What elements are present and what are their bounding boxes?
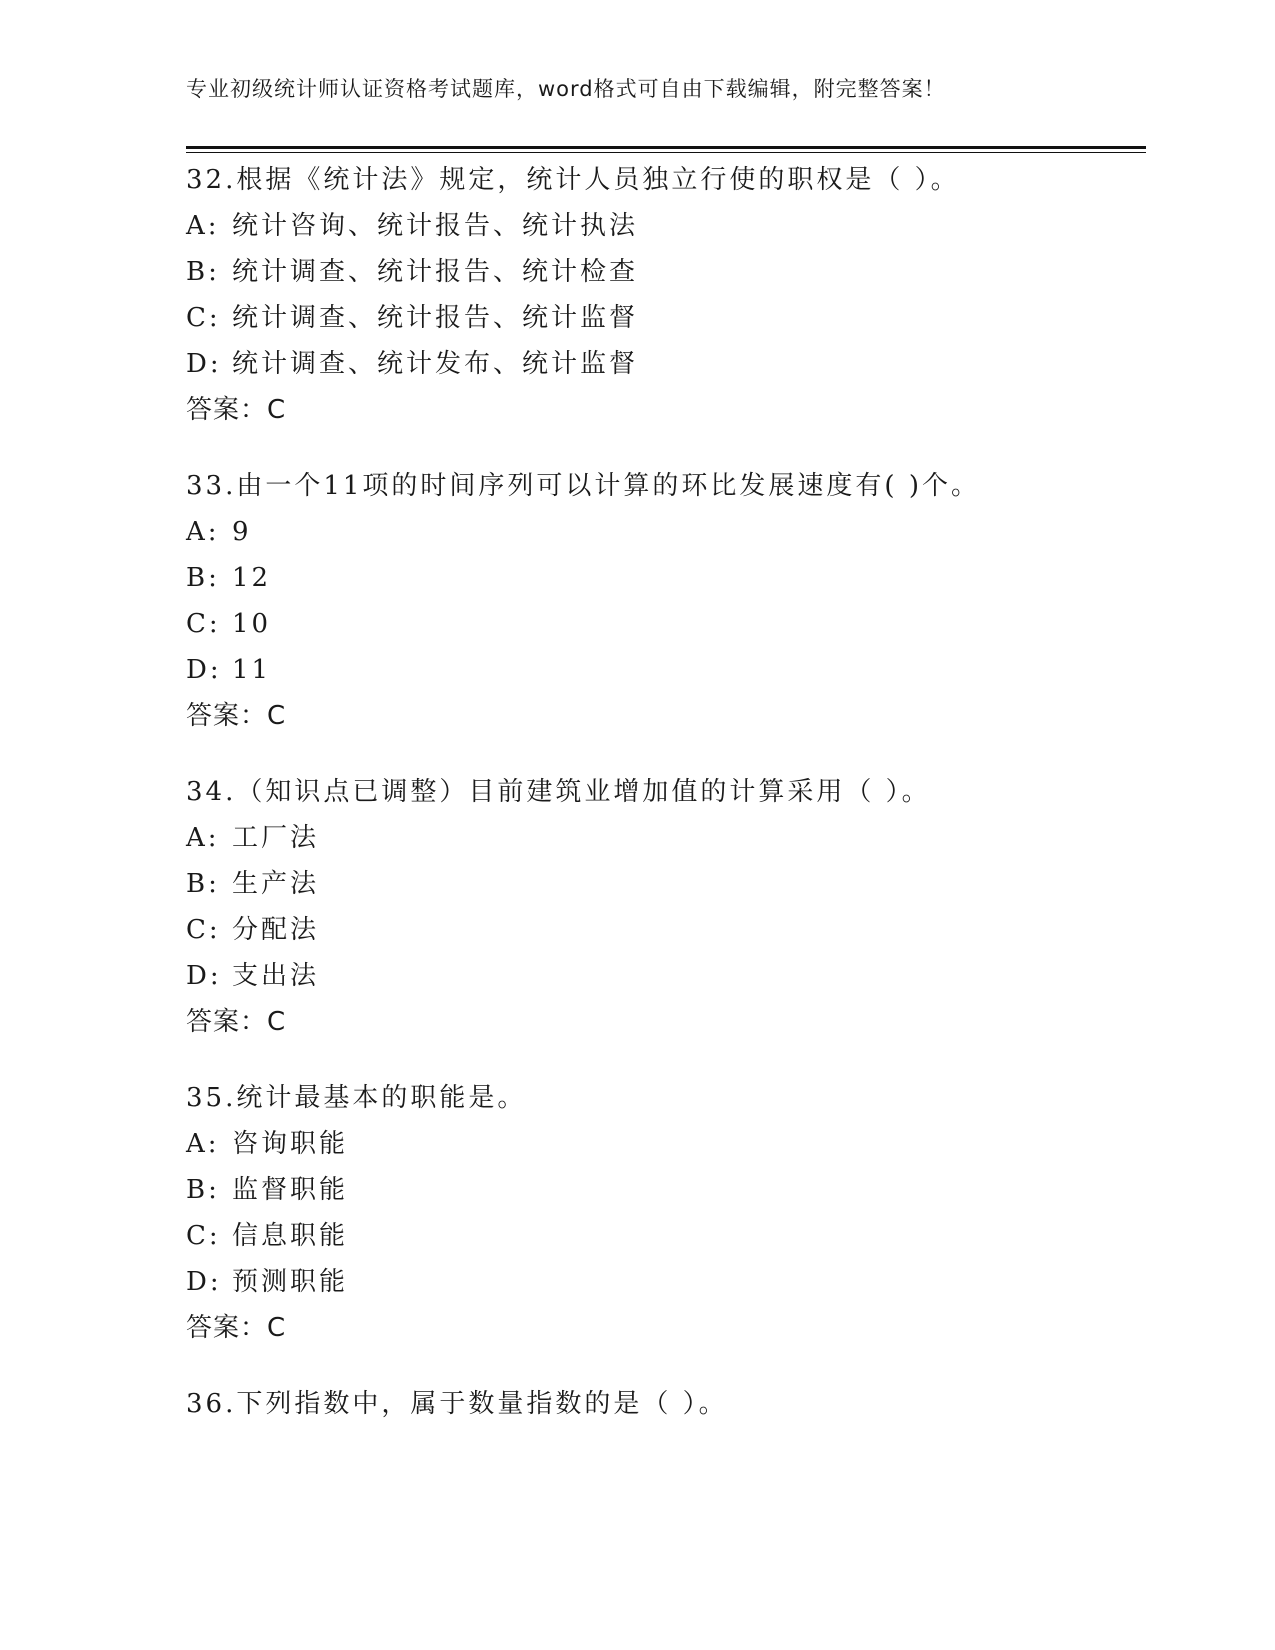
answer-value: C <box>267 1007 287 1037</box>
question-35 <box>186 1075 1146 1351</box>
option-letter: B: <box>186 563 220 593</box>
option-text: 预测职能 <box>232 1267 349 1297</box>
option-d <box>186 647 1146 693</box>
page-header: 专业初级统计师认证资格考试题库，word格式可自由下载编辑，附完整答案！ <box>186 77 946 101</box>
option-letter: A: <box>186 823 220 853</box>
question-list <box>186 157 1146 1457</box>
answer-line <box>186 387 1146 433</box>
answer-value: C <box>267 1313 287 1343</box>
option-d <box>186 953 1146 999</box>
option-a <box>186 815 1146 861</box>
option-text: 咨询职能 <box>232 1129 349 1159</box>
option-text: 统计调查、统计报告、统计检查 <box>232 257 639 287</box>
option-letter: B: <box>186 1175 220 1205</box>
option-letter: D: <box>186 961 222 991</box>
answer-line <box>186 1305 1146 1351</box>
question-stem: 36.下列指数中，属于数量指数的是（ ）。 <box>186 1389 728 1419</box>
option-text: 生产法 <box>232 869 320 899</box>
option-text: 分配法 <box>232 915 320 945</box>
option-text: 11 <box>232 655 272 685</box>
option-c <box>186 1213 1146 1259</box>
question-33 <box>186 463 1146 739</box>
option-letter: C: <box>186 303 221 333</box>
option-text: 工厂法 <box>232 823 320 853</box>
option-letter: B: <box>186 869 220 899</box>
question-34 <box>186 769 1146 1045</box>
answer-label: 答案： <box>186 395 268 425</box>
option-letter: D: <box>186 655 222 685</box>
answer-line <box>186 999 1146 1045</box>
option-text: 监督职能 <box>232 1175 349 1205</box>
option-letter: C: <box>186 915 221 945</box>
option-b <box>186 1167 1146 1213</box>
option-letter: C: <box>186 609 221 639</box>
header-rule-thick <box>186 146 1146 149</box>
option-a <box>186 509 1146 555</box>
option-text: 信息职能 <box>232 1221 349 1251</box>
option-text: 12 <box>232 563 272 593</box>
option-letter: A: <box>186 211 220 241</box>
option-b <box>186 249 1146 295</box>
answer-label: 答案： <box>186 701 268 731</box>
option-letter: C: <box>186 1221 221 1251</box>
answer-line <box>186 693 1146 739</box>
option-text: 统计调查、统计报告、统计监督 <box>232 303 639 333</box>
option-text: 统计调查、统计发布、统计监督 <box>232 349 639 379</box>
option-c <box>186 907 1146 953</box>
answer-value: C <box>267 701 287 731</box>
option-letter: D: <box>186 1267 222 1297</box>
option-text: 9 <box>232 517 252 547</box>
header-rule-thin <box>186 152 1146 153</box>
option-a <box>186 203 1146 249</box>
question-stem: 35.统计最基本的职能是。 <box>186 1083 527 1113</box>
option-d <box>186 341 1146 387</box>
question-32 <box>186 157 1146 433</box>
question-stem: 33.由一个11项的时间序列可以计算的环比发展速度有( )个。 <box>186 471 980 501</box>
option-letter: A: <box>186 517 220 547</box>
option-c <box>186 601 1146 647</box>
answer-label: 答案： <box>186 1313 268 1343</box>
option-c <box>186 295 1146 341</box>
question-36 <box>186 1381 1146 1427</box>
option-letter: D: <box>186 349 222 379</box>
option-d <box>186 1259 1146 1305</box>
option-text: 10 <box>232 609 272 639</box>
answer-value: C <box>267 395 287 425</box>
question-stem: 32.根据《统计法》规定，统计人员独立行使的职权是（ ）。 <box>186 165 960 195</box>
answer-label: 答案： <box>186 1007 268 1037</box>
option-letter: B: <box>186 257 220 287</box>
option-a <box>186 1121 1146 1167</box>
option-text: 支出法 <box>232 961 320 991</box>
question-stem: 34.（知识点已调整）目前建筑业增加值的计算采用（ ）。 <box>186 777 931 807</box>
option-b <box>186 861 1146 907</box>
option-text: 统计咨询、统计报告、统计执法 <box>232 211 639 241</box>
option-b <box>186 555 1146 601</box>
option-letter: A: <box>186 1129 220 1159</box>
